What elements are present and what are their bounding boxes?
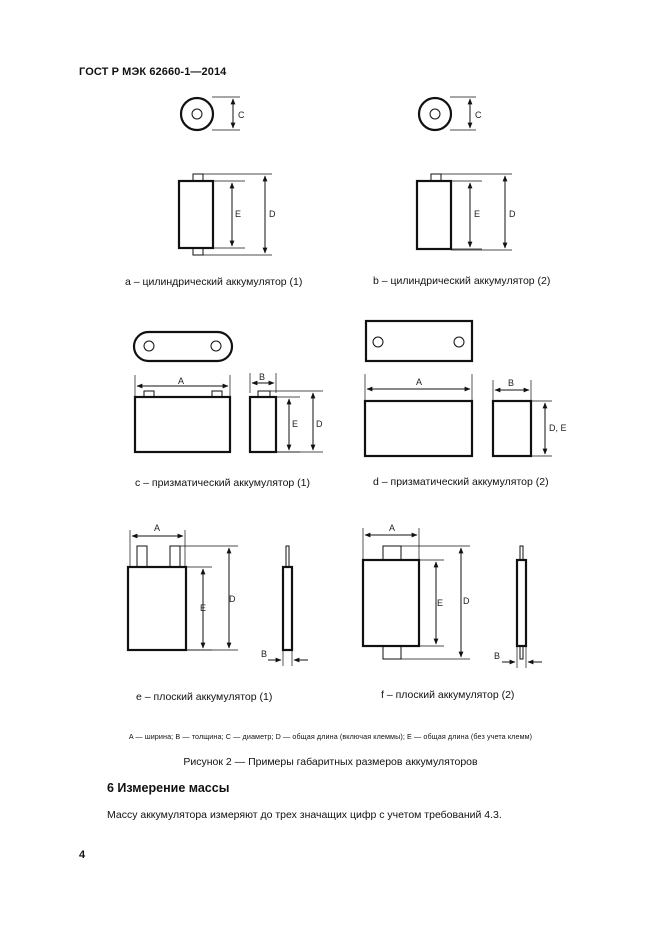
label-a: A bbox=[154, 523, 161, 533]
prismatic-top-view bbox=[366, 321, 472, 361]
label-a: A bbox=[416, 377, 423, 387]
flat-cell-1-drawing bbox=[128, 530, 308, 666]
cylindrical-cell-1-drawing bbox=[179, 97, 272, 255]
pouch-side-view bbox=[517, 560, 526, 646]
tab bbox=[137, 546, 147, 567]
label-a: A bbox=[389, 523, 396, 533]
prismatic-cell-1-drawing bbox=[134, 332, 323, 452]
prismatic-side-view bbox=[493, 401, 531, 456]
label-d: D bbox=[509, 209, 516, 219]
page-number: 4 bbox=[79, 849, 86, 861]
figure-title: Рисунок 2 — Примеры габаритных размеров аккумуляторов bbox=[183, 756, 478, 768]
prismatic-front-view bbox=[135, 397, 230, 452]
label-d: D bbox=[229, 594, 236, 604]
label-d: D bbox=[316, 419, 323, 429]
label-e: E bbox=[200, 603, 207, 613]
pouch-front-view bbox=[128, 567, 186, 650]
label-e: E bbox=[474, 209, 481, 219]
tab-side-bottom bbox=[520, 646, 523, 659]
tab bbox=[170, 546, 180, 567]
prismatic-side-view bbox=[250, 397, 276, 452]
prismatic-front-view bbox=[365, 401, 472, 456]
tab-side bbox=[286, 546, 289, 567]
tab-side-top bbox=[520, 546, 523, 560]
section-heading: 6 Измерение массы bbox=[107, 781, 230, 795]
label-b: B bbox=[261, 649, 268, 659]
terminal-circle bbox=[430, 109, 440, 119]
label-b: B bbox=[508, 378, 515, 388]
prismatic-cell-2-drawing bbox=[365, 321, 552, 456]
flat-cell-2-drawing bbox=[363, 528, 542, 668]
caption-d: d – призматический аккумулятор (2) bbox=[373, 476, 549, 488]
label-b: B bbox=[259, 372, 266, 382]
terminal-circle bbox=[211, 341, 221, 351]
label-d: D bbox=[463, 596, 470, 606]
figure-legend: A — ширина; B — толщина; C — диаметр; D — общая длина (включая клеммы); E — общая длина (без учета клемм) bbox=[128, 732, 533, 741]
label-de: D, E bbox=[549, 423, 567, 433]
tab-top bbox=[383, 546, 401, 560]
document-header: ГОСТ Р МЭК 62660-1—2014 bbox=[79, 66, 227, 78]
label-c: C bbox=[475, 110, 482, 120]
caption-a: a – цилиндрический аккумулятор (1) bbox=[125, 276, 303, 288]
caption-b: b – цилиндрический аккумулятор (2) bbox=[373, 275, 551, 287]
label-d: D bbox=[269, 209, 276, 219]
prismatic-top-view bbox=[134, 332, 232, 361]
pouch-side-view bbox=[283, 567, 292, 650]
terminal-circle bbox=[454, 337, 464, 347]
cylinder-side-view bbox=[417, 181, 451, 249]
label-e: E bbox=[437, 598, 444, 608]
label-e: E bbox=[235, 209, 242, 219]
section-paragraph: Массу аккумулятора измеряют до трех значащих цифр с учетом требований 4.3. bbox=[107, 809, 502, 821]
terminal-circle bbox=[192, 109, 202, 119]
label-b: B bbox=[494, 651, 501, 661]
pouch-front-view bbox=[363, 560, 419, 646]
terminal-circle bbox=[373, 337, 383, 347]
cylinder-top-view bbox=[419, 98, 451, 130]
label-a: A bbox=[178, 376, 185, 386]
label-e: E bbox=[292, 419, 299, 429]
tab-bottom bbox=[383, 646, 401, 659]
cylinder-side-view bbox=[179, 181, 213, 248]
cylindrical-cell-2-drawing bbox=[417, 97, 512, 250]
caption-f: f – плоский аккумулятор (2) bbox=[381, 689, 515, 701]
caption-e: e – плоский аккумулятор (1) bbox=[136, 691, 273, 703]
label-c: C bbox=[238, 110, 245, 120]
cylinder-top-view bbox=[181, 98, 213, 130]
caption-c: c – призматический аккумулятор (1) bbox=[135, 477, 310, 489]
terminal-circle bbox=[144, 341, 154, 351]
